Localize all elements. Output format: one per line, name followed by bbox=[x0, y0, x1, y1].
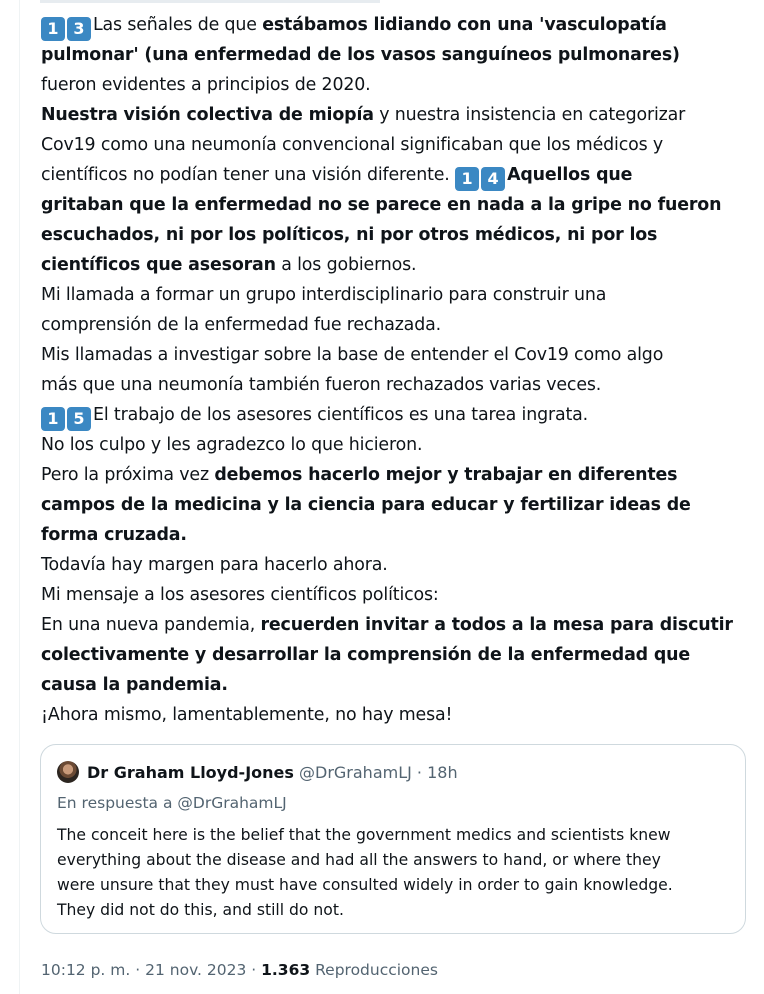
views-count: 1.363 bbox=[261, 961, 311, 979]
tweet-line bbox=[41, 280, 751, 310]
tweet-line bbox=[41, 520, 751, 550]
tweet-text bbox=[41, 10, 751, 730]
bold-text: forma cruzada. bbox=[41, 525, 187, 545]
tweet-meta-footer bbox=[41, 958, 438, 982]
bold-text: colectivamente y desarrollar la comprensión de la enfermedad que bbox=[41, 645, 691, 665]
quoted-body-line: The conceit here is the belief that the government medics and scientists knew bbox=[57, 826, 671, 844]
quoted-tweet-time[interactable]: 18h bbox=[427, 763, 458, 782]
bold-text: estábamos lidiando con una 'vasculopatía bbox=[262, 15, 667, 35]
thread-rule bbox=[19, 0, 20, 994]
tweet-line bbox=[41, 340, 751, 370]
text: En una nueva pandemia, bbox=[41, 615, 261, 635]
text: comprensión de la enfermedad fue rechazada. bbox=[41, 315, 441, 335]
quoted-body-line: were unsure that they must have consulted widely in order to gain knowledge. bbox=[57, 876, 673, 894]
text: Mi llamada a formar un grupo interdisciplinario para construir una bbox=[41, 285, 607, 305]
meta-separator: · bbox=[411, 763, 428, 782]
tweet-line bbox=[41, 400, 751, 430]
text: El trabajo de los asesores científicos es una tarea ingrata. bbox=[93, 405, 589, 425]
bold-text: campos de la medicina y la ciencia para educar y fertilizar ideas de bbox=[41, 495, 691, 515]
tweet-line bbox=[41, 10, 751, 40]
tweet-line bbox=[41, 160, 751, 190]
reply-handle[interactable]: @DrGrahamLJ bbox=[177, 794, 287, 812]
bold-text: Aquellos que bbox=[507, 165, 633, 185]
tweet-line bbox=[41, 700, 751, 730]
tweet-line bbox=[41, 490, 751, 520]
tweet-line bbox=[41, 220, 751, 250]
views-label: Reproducciones bbox=[310, 961, 438, 979]
bold-text: Nuestra visión colectiva de miopía bbox=[41, 105, 374, 125]
reply-context bbox=[57, 793, 287, 813]
tweet-line bbox=[41, 370, 751, 400]
text: Cov19 como una neumonía convencional significaban que los médicos y bbox=[41, 135, 664, 155]
footer-separator: · bbox=[130, 961, 146, 979]
bold-text: causa la pandemia. bbox=[41, 675, 228, 695]
text: Las señales de que bbox=[93, 15, 263, 35]
quoted-tweet-card[interactable] bbox=[40, 744, 746, 934]
text: ¡Ahora mismo, lamentablemente, no hay mesa! bbox=[41, 705, 453, 725]
keycap-digit-icon: 4 bbox=[481, 167, 505, 191]
text: más que una neumonía también fueron rechazados varias veces. bbox=[41, 375, 602, 395]
quoted-body-line: everything about the disease and had all the answers to hand, or where they bbox=[57, 851, 661, 869]
footer-separator: · bbox=[246, 961, 262, 979]
quoted-tweet-header bbox=[87, 763, 458, 783]
previous-tweet-edge bbox=[40, 0, 380, 3]
text: fueron evidentes a principios de 2020. bbox=[41, 75, 371, 95]
quoted-body-line: They did not do this, and still do not. bbox=[57, 901, 344, 919]
tweet-line bbox=[41, 190, 751, 220]
keycap-digit-icon: 1 bbox=[455, 167, 479, 191]
tweet-line bbox=[41, 580, 751, 610]
quoted-author-handle[interactable]: @DrGrahamLJ bbox=[299, 763, 412, 782]
tweet-line bbox=[41, 70, 751, 100]
bold-text: gritaban que la enfermedad no se parece en nada a la gripe no fueron bbox=[41, 195, 722, 215]
text: Mis llamadas a investigar sobre la base de entender el Cov19 como algo bbox=[41, 345, 664, 365]
tweet-line bbox=[41, 100, 751, 130]
text: No los culpo y les agradezco lo que hicieron. bbox=[41, 435, 423, 455]
tweet-line bbox=[41, 610, 751, 640]
bold-text: científicos que asesoran bbox=[41, 255, 276, 275]
text: a los gobiernos. bbox=[275, 255, 417, 275]
tweet-date[interactable]: 21 nov. 2023 bbox=[145, 961, 247, 979]
quoted-tweet-body bbox=[57, 823, 733, 923]
text: y nuestra insistencia en categorizar bbox=[373, 105, 686, 125]
bold-text: debemos hacerlo mejor y trabajar en diferentes bbox=[214, 465, 678, 485]
bold-text: escuchados, ni por los políticos, ni por otros médicos, ni por los bbox=[41, 225, 658, 245]
text: Todavía hay margen para hacerlo ahora. bbox=[41, 555, 388, 575]
bold-text: recuerden invitar a todos a la mesa para discutir bbox=[260, 615, 733, 635]
keycap-digit-icon: 3 bbox=[67, 17, 91, 41]
quoted-author-name[interactable]: Dr Graham Lloyd-Jones bbox=[87, 763, 294, 782]
tweet-line bbox=[41, 250, 751, 280]
tweet-line bbox=[41, 310, 751, 340]
text: Pero la próxima vez bbox=[41, 465, 215, 485]
tweet-line bbox=[41, 430, 751, 460]
tweet-line bbox=[41, 640, 751, 670]
tweet-time[interactable]: 10:12 p. m. bbox=[41, 961, 131, 979]
keycap-digit-icon: 5 bbox=[67, 407, 91, 431]
keycap-digit-icon: 1 bbox=[41, 17, 65, 41]
text: Mi mensaje a los asesores científicos políticos: bbox=[41, 585, 439, 605]
tweet-line bbox=[41, 670, 751, 700]
tweet-line bbox=[41, 130, 751, 160]
keycap-digit-icon: 1 bbox=[41, 407, 65, 431]
tweet-line bbox=[41, 460, 751, 490]
tweet-line bbox=[41, 550, 751, 580]
text: científicos no podían tener una visión diferente. bbox=[41, 165, 456, 185]
bold-text: pulmonar' (una enfermedad de los vasos sanguíneos pulmonares) bbox=[41, 45, 680, 65]
tweet-line bbox=[41, 40, 751, 70]
reply-prefix: En respuesta a bbox=[57, 794, 178, 812]
avatar[interactable] bbox=[57, 761, 79, 783]
